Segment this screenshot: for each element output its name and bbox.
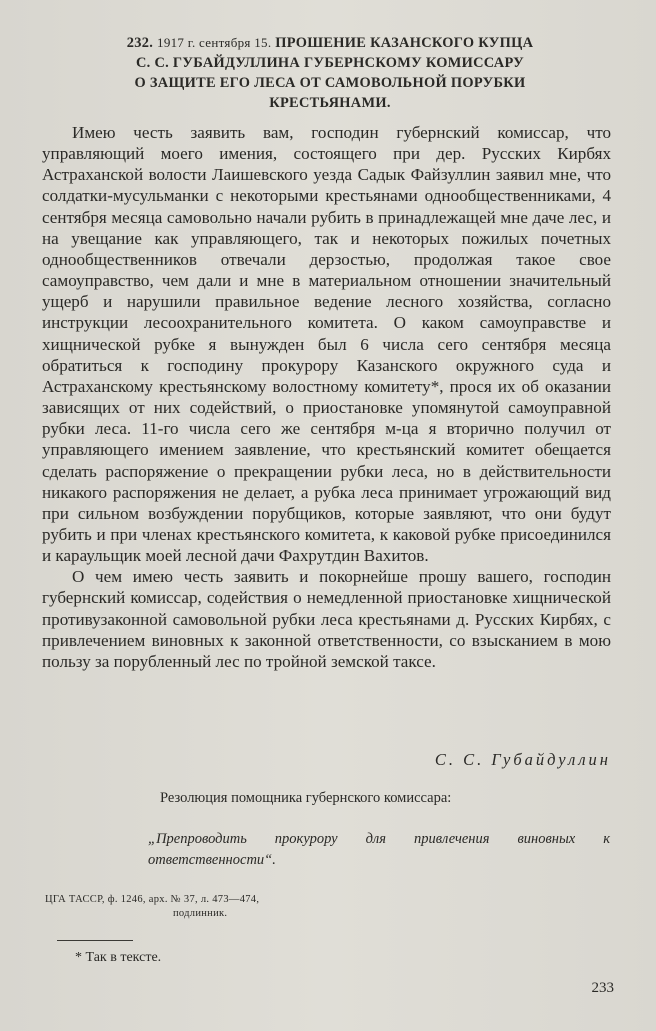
body-paragraph-1: Имею честь заявить вам, господин губернский комиссар, что управляющий моего имения, состоящего при дер. Русских Кирбях Астраханской волости Лаишевского уезда Садык Файзуллин заявил мне, что солдатки-мусульманки с некоторыми крестьянами однообщественниками, 4 сентября месяца самовольно начали рубить в принадлежащей мне даче лес, и на увещание как управляющего, так и некоторых пожилых почетных однообщественников отвечали дерзостью, продолжая такое свое самоуправство, чем дали и мне в материальном отношении значительный ущерб и нарушили правильное ведение лесного хозяйства, согласно инструкции лесоохранительного комитета. О каком самоуправстве и хищнической рубке я вынужден был 6 числа сего сентября месяца обратиться к господину прокурору Казанского окружного суда и Астраханскому крестьянскому волостному комитету*, прося их об оказании зависящих от них содействий, о приостановке упомянутой самоуправной рубки леса. 11-го числа сего же сентября м-ца я вторично получил от управляющего имением заявление, что крестьянский комитет обещается сделать распоряжение о прекращении рубки леса, но в действительности никакого распоряжения не делает, а рубка леса принимает угрожающий вид при сильном возбуждении порубщиков, которые заявляют, что они будут рубить и при членах крестьянского комитета, к каковой рубке присоединился и караульщик моей лесной дачи Фахрутдин Вахитов. bbox=[42, 123, 611, 566]
archive-line2: подлинник. bbox=[173, 908, 228, 919]
body-paragraph-2: О чем имею честь заявить и покорнейше прошу вашего, господин губернский комиссар, содействия о немедленной приостановке хищнической противузаконной самовольной рубки леса крестьянами д. Русских Кирбях, с привлечением виновных к законной ответственности, со взысканием в мою пользу за порубленный лес по тройной земской таксе. bbox=[42, 567, 611, 671]
resolution-text: „Препроводить прокурору для привлечения виновных к ответственности“. bbox=[148, 831, 610, 868]
archive-line1: ЦГА ТАССР, ф. 1246, арх. № 37, л. 473—474, bbox=[45, 894, 260, 905]
heading-title-line3: О ЗАЩИТЕ ЕГО ЛЕСА ОТ САМОВОЛЬНОЙ ПОРУБКИ bbox=[134, 75, 526, 91]
page-number: 233 bbox=[591, 980, 614, 996]
archive-reference bbox=[45, 893, 405, 921]
document-heading bbox=[60, 33, 600, 113]
document-number: 232. bbox=[126, 35, 154, 51]
heading-first-line bbox=[60, 33, 600, 53]
heading-title-line4: КРЕСТЬЯНАМИ. bbox=[269, 95, 391, 111]
heading-title-line2: С. С. ГУБАЙДУЛЛИНА ГУБЕРНСКОМУ КОМИССАРУ bbox=[135, 55, 525, 71]
document-date: 1917 г. сентября 15. bbox=[157, 35, 272, 50]
footnote-divider bbox=[57, 940, 133, 941]
document-body bbox=[42, 122, 611, 672]
resolution-label: Резолюция помощника губернского комиссара: bbox=[160, 790, 452, 806]
footnote: * Так в тексте. bbox=[75, 950, 162, 965]
signature: С. С. Губайдуллин bbox=[434, 750, 611, 769]
heading-title-line1: ПРОШЕНИЕ КАЗАНСКОГО КУПЦА bbox=[275, 35, 534, 51]
